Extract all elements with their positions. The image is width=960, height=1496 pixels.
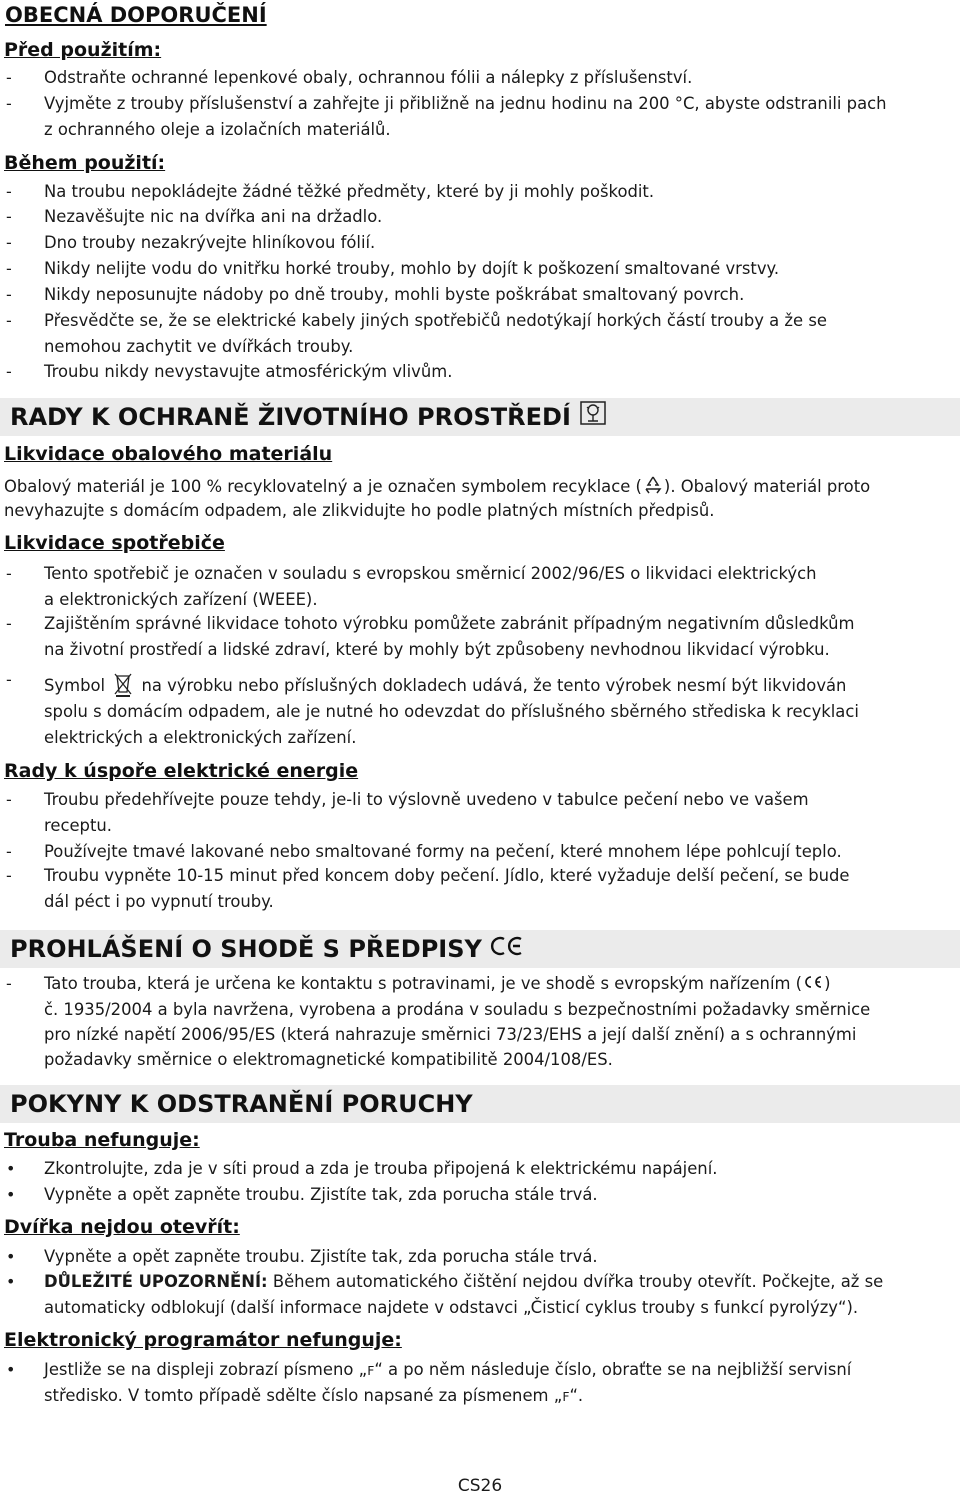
list-item xyxy=(44,974,830,995)
dash-marker: - xyxy=(6,259,12,278)
list-item-cont: automaticky odblokují (další informace najdete v odstavci „Čisticí cyklus trouby s funkcí pyrolýzy“). xyxy=(44,1298,859,1317)
prog-text-c: středisko. V tomto případě sdělte číslo napsané za písmenem „ xyxy=(44,1386,563,1405)
symbol-word: Symbol xyxy=(44,676,106,695)
list-item-cont: spolu s domácím odpadem, ale je nutné ho odevzdat do příslušného sběrného střediska k recyklaci xyxy=(44,702,859,721)
list-item: Na troubu nepokládejte žádné těžké předměty, které by ji mohly poškodit. xyxy=(44,182,655,201)
list-item: Dno trouby nezakrývejte hliníkovou fólií. xyxy=(44,233,376,252)
display-letter-f: F xyxy=(562,1390,570,1404)
list-item: Troubu vypněte 10-15 minut před koncem doby pečení. Jídlo, které vyžaduje delší pečení, se bude xyxy=(44,866,850,885)
list-item: Vyjměte z trouby příslušenství a zahřejte ji přibližně na jednu hodinu na 200 °C, abyste odstranili pach xyxy=(44,94,887,113)
list-item: Tento spotřebič je označen v souladu s evropskou směrnicí 2002/96/ES o likvidaci elektrických xyxy=(44,564,817,583)
list-item: Zajištěním správné likvidace tohoto výrobku pomůžete zabránit případným negativním důsledkům xyxy=(44,614,855,633)
dash-marker: - xyxy=(6,790,12,809)
section-title-troubleshooting: POKYNY K ODSTRANĚNÍ PORUCHY xyxy=(0,1085,960,1123)
packaging-text-a: Obalový materiál je 100 % recyklovatelný a je označen symbolem recyklace ( xyxy=(4,477,642,496)
heading-appliance: Likvidace spotřebiče xyxy=(4,532,225,554)
list-item: Zkontrolujte, zda je v síti proud a zda je trouba připojená k elektrickému napájení. xyxy=(44,1159,718,1178)
bullet-marker: • xyxy=(6,1185,16,1204)
list-item-cont: nemohou zachytit ve dvířkách trouby. xyxy=(44,337,354,356)
list-item xyxy=(44,1272,883,1292)
heading-programmer-not-working: Elektronický programátor nefunguje: xyxy=(4,1329,402,1351)
bullet-marker: • xyxy=(6,1272,16,1291)
prog-text-a: Jestliže se na displeji zobrazí písmeno „ xyxy=(44,1360,368,1379)
dash-marker: - xyxy=(6,670,12,689)
list-item-cont: na životní prostředí a lidské zdraví, které by mohly být způsobeny nevhodnou likvidací výrobku. xyxy=(44,640,830,659)
dash-marker: - xyxy=(6,207,12,226)
dash-marker: - xyxy=(6,285,12,304)
ce-mark-icon xyxy=(490,931,526,969)
list-item-cont: dál péct i po vypnutí trouby. xyxy=(44,892,274,911)
list-item: Troubu předehřívejte pouze tehdy, je-li to výslovně uvedeno v tabulce pečení nebo ve vašem xyxy=(44,790,809,809)
dash-marker: - xyxy=(6,842,12,861)
heading-energy: Rady k úspoře elektrické energie xyxy=(4,760,359,782)
dash-marker: - xyxy=(6,68,12,87)
list-item: Přesvědčte se, že se elektrické kabely jiných spotřebičů nedotýkají horkých částí trouby a že se xyxy=(44,311,827,330)
list-item-cont: pro nízké napětí 2006/95/ES (která nahrazuje směrnici 73/23/EHS a její další znění) a s ochrannými xyxy=(44,1025,857,1044)
list-item-cont: z ochranného oleje a izolačních materiálů. xyxy=(44,120,391,139)
list-item: Vypněte a opět zapněte troubu. Zjistíte tak, zda porucha stále trvá. xyxy=(44,1247,598,1266)
environment-icon xyxy=(579,399,607,437)
bullet-marker: • xyxy=(6,1360,16,1379)
list-item-cont xyxy=(44,1386,583,1407)
section-title-text: PROHLÁŠENÍ O SHODĚ S PŘEDPISY xyxy=(10,935,482,963)
list-item: Odstraňte ochranné lepenkové obaly, ochrannou fólii a nálepky z příslušenství. xyxy=(44,68,693,87)
prog-text-b: “ a po něm následuje číslo, obraťte se na nejbližší servisní xyxy=(374,1360,852,1379)
packaging-text-2: nevyhazujte s domácím odpadem, ale zlikvidujte ho podle platných místních předpisů. xyxy=(4,501,715,520)
dash-marker: - xyxy=(6,866,12,885)
conformity-text-b: ) xyxy=(824,974,831,993)
bullet-marker: • xyxy=(6,1247,16,1266)
list-item: Používejte tmavé lakované nebo smaltované formy na pečení, které mnohem lépe pohlcují teplo. xyxy=(44,842,842,861)
heading-during-use: Během použití: xyxy=(4,152,166,174)
important-notice-label: DŮLEŽITÉ UPOZORNĚNÍ: xyxy=(44,1272,268,1291)
list-item-cont: receptu. xyxy=(44,816,112,835)
list-item-cont: a elektronických zařízení (WEEE). xyxy=(44,590,318,609)
page-number: CS26 xyxy=(457,1476,503,1496)
display-letter-f: F xyxy=(367,1364,375,1378)
list-item xyxy=(44,670,846,703)
bullet-marker: • xyxy=(6,1159,16,1178)
list-item xyxy=(44,1360,851,1381)
prog-text-d: “. xyxy=(569,1386,584,1405)
dash-marker: - xyxy=(6,614,12,633)
ce-mark-icon-small xyxy=(802,974,824,995)
list-item: Nezavěšujte nic na dvířka ani na držadlo. xyxy=(44,207,383,226)
dash-marker: - xyxy=(6,94,12,113)
section-title-conformity xyxy=(0,930,960,968)
symbol-text: na výrobku nebo příslušných dokladech udává, že tento výrobek nesmí být likvidován xyxy=(141,676,847,695)
dash-marker: - xyxy=(6,974,12,993)
packaging-text-b: ). Obalový materiál proto xyxy=(663,477,871,496)
list-item: Nikdy neposunujte nádoby po dně trouby, mohli byste poškrábat smaltovaný povrch. xyxy=(44,285,745,304)
heading-before-use: Před použitím: xyxy=(4,39,162,61)
dash-marker: - xyxy=(6,564,12,583)
conformity-text-a: Tato trouba, která je určena ke kontaktu s potravinami, je ve shodě s evropským nařízením ( xyxy=(44,974,803,993)
heading-oven-not-working: Trouba nefunguje: xyxy=(4,1129,200,1151)
section-title-general: OBECNÁ DOPORUČENÍ xyxy=(5,3,267,27)
heading-packaging: Likvidace obalového materiálu xyxy=(4,443,333,465)
list-item: Vypněte a opět zapněte troubu. Zjistíte tak, zda porucha stále trvá. xyxy=(44,1185,598,1204)
recycle-icon xyxy=(642,475,664,500)
important-notice-text: Během automatického čištění nejdou dvířka trouby otevřít. Počkejte, až se xyxy=(267,1272,884,1291)
dash-marker: - xyxy=(6,311,12,330)
dash-marker: - xyxy=(6,362,12,381)
list-item-cont: elektrických a elektronických zařízení. xyxy=(44,728,357,747)
dash-marker: - xyxy=(6,233,12,252)
list-item-cont: č. 1935/2004 a byla navržena, vyrobena a prodána v souladu s bezpečnostními požadavky směrnice xyxy=(44,1000,871,1019)
weee-bin-icon xyxy=(110,670,136,703)
dash-marker: - xyxy=(6,182,12,201)
packaging-text xyxy=(4,475,870,500)
list-item: Troubu nikdy nevystavujte atmosférickým vlivům. xyxy=(44,362,453,381)
section-title-text: RADY K OCHRANĚ ŽIVOTNÍHO PROSTŘEDÍ xyxy=(10,403,571,431)
list-item-cont: požadavky směrnice o elektromagnetické kompatibilitě 2004/108/ES. xyxy=(44,1050,613,1069)
section-title-environment xyxy=(0,398,960,436)
heading-door-not-opening: Dvířka nejdou otevřít: xyxy=(4,1216,240,1238)
list-item: Nikdy nelijte vodu do vnitřku horké trouby, mohlo by dojít k poškození smaltované vrstvy. xyxy=(44,259,780,278)
